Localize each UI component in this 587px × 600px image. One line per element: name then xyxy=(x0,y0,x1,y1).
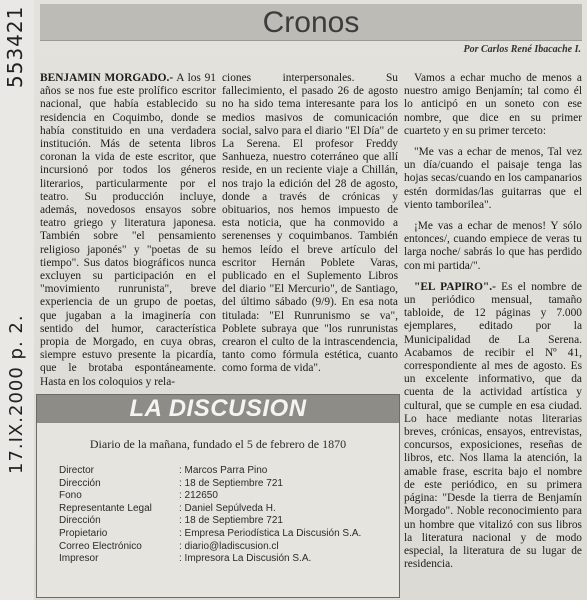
masthead-row xyxy=(59,465,389,478)
row-value: : 212650 xyxy=(179,490,218,502)
handwritten-id: 553421 xyxy=(3,5,27,88)
row-key: Correo Electrónico xyxy=(59,540,142,552)
masthead-tagline: Diario de la mañana, fundado el 5 de febrero de 1870 xyxy=(89,437,347,451)
section-title: Cronos xyxy=(262,6,360,39)
row-value: : 18 de Septiembre 721 xyxy=(179,477,283,489)
column-1 xyxy=(40,72,216,388)
masthead-row xyxy=(59,515,389,528)
masthead-row xyxy=(59,528,389,541)
quote-paragraph: ¡Me vas a echar de menos! Y sólo entonces/, cuando empiece de veras tu larga noche/ sabrás lo que has perdido con mi partida/". xyxy=(404,220,582,272)
row-value: : Marcos Parra Pino xyxy=(179,465,268,476)
row-key: Dirección xyxy=(59,515,101,527)
row-value: : Empresa Periodística La Discusión S.A. xyxy=(179,527,362,539)
row-value: : diario@ladiscusion.cl xyxy=(179,540,279,552)
masthead-row xyxy=(59,490,389,503)
masthead-box xyxy=(36,394,400,598)
handwritten-date: 17.IX.2000 p. 2. xyxy=(6,314,27,474)
paragraph-text: Es el nombre de un periódico mensual, tamaño tabloide, de 12 páginas y 7.000 ejemplares, editado por la Municipalidad de La Serena. Acabamos de recibir el Nº 41, correspondiente al mes de agosto. Es un excelente informativo, que da cuenta de la actividad artística y cultural, que se cumple en esa ciudad. Lo hace mediante notas literarias breves, crónicas, ensayos, entrevistas, concursos, exposiciones, reseñas de libros, etc. Nos llama la atención, la amable frase, escrita bajo el nombre de este periódico, en su primera página: "Desde la tierra de Benjamín Morgado". Noble reconocimiento para un hombre que vitalizó con sus libros la literatura nacional y de modo especial, la literatura de su lugar de residencia. xyxy=(404,280,582,571)
masthead-row xyxy=(59,478,389,491)
paragraph: ciones interpersonales. Su fallecimiento, el pasado 26 de agosto no ha sido tema interesante para los medios masivos de comunicación social, salvo para el diario "El Día" de La Serena. El profesor Freddy Sanhueza, nuestro coterráneo que allí reside, en un reciente viaje a Chillán, nos trajo la edición del 28 de agosto, donde a través de crónicas y obituarios, nos hemos impuesto de esta noticia, que ha conmovido a serenenses y coquimbanos. También hemos leído el breve artículo del escritor Hernán Poblete Varas, publicado en el Suplemento Libros del diario "El Mercurio", de Santiago, del último sábado (9/9). En esa nota titulada: "El Runrunismo se va", Poblete subraya que "los runrunistas crearon el culto de la intrascendencia, tanto como fórmula estética, cuanto como forma de vida". xyxy=(222,72,398,375)
row-key: Director xyxy=(59,465,95,476)
masthead-row xyxy=(59,553,389,566)
byline: Por Carlos René Ibacache I. xyxy=(463,44,581,55)
row-key: Propietario xyxy=(59,527,108,539)
section-header xyxy=(40,4,582,41)
column-2 xyxy=(222,72,398,388)
paragraph-text: A los 91 años se nos fue este prolífico escritor nacional, que había establecido su residencia en Coquimbo, donde se había constituido en una verdadera institución. Más de setenta libros coronan la vida de este escritor, que incursionó por todos los géneros literarios, particularmente por el teatro. Su producción incluye, además, novedosos ensayos sobre teatro griego y literatura japonesa. También sobre "el pensamiento religioso japonés" y "poetas de su tiempo". Sus datos biográficos nunca excluyen su participación en el "movimiento runrunista", breve experiencia de un grupo de poetas, que jugaban a la imaginería con sentido del humor, característica propia de Morgado, en cuya obras, siempre estuvo presente la picardía, que le brotaba espontáneamente. Hasta en los coloquios y rela- xyxy=(40,72,216,388)
left-margin xyxy=(0,0,34,600)
row-key: Fono xyxy=(59,490,82,502)
masthead-row xyxy=(59,503,389,516)
row-key: Representante Legal xyxy=(59,502,152,514)
lead-papiro: "EL PAPIRO".- xyxy=(414,280,496,293)
newspaper-logo: LA DISCUSION xyxy=(129,395,307,422)
row-key: Impresor xyxy=(59,553,99,565)
column-3 xyxy=(404,72,582,598)
row-value: : Daniel Sepúlveda H. xyxy=(179,502,276,514)
row-value: : 18 de Septiembre 721 xyxy=(179,515,283,527)
paragraph: Vamos a echar mucho de menos a nuestro amigo Benjamín; tal como él lo anticipó en un soneto con ese nombre, que dice en su primer cuarteto y en su primer terceto: xyxy=(404,72,582,137)
paragraph xyxy=(404,281,582,571)
row-value: : Impresora La Discusión S.A. xyxy=(179,553,312,565)
quote-paragraph: "Me vas a echar de menos, Tal vez un día/cuando el paisaje tenga las hojas secas/cuando en los campanarios estén dormidas/las guitarras que el viento tamborilea". xyxy=(404,146,582,211)
masthead-banner xyxy=(37,395,399,423)
masthead-details xyxy=(59,465,389,566)
row-key: Dirección xyxy=(59,477,101,489)
masthead-row xyxy=(59,541,389,554)
paragraph xyxy=(40,72,216,388)
lead-morgado: BENJAMIN MORGADO.- xyxy=(40,72,174,84)
